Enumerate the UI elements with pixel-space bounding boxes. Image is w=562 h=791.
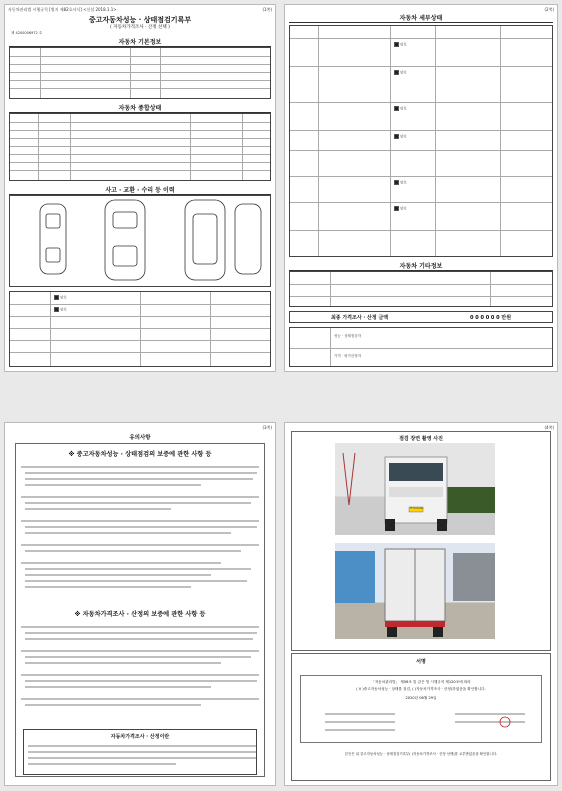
signature-table — [289, 327, 553, 367]
price-row — [289, 311, 553, 323]
notice-text-lines-a — [21, 463, 261, 603]
inspector-label: 성능 · 상태점검자 — [334, 334, 362, 338]
page-number: (3쪽) — [262, 425, 272, 430]
checkbox-icon — [394, 42, 399, 47]
section-basic-info: 자동차 기본정보 — [9, 37, 271, 47]
price-assessor-label: 가격 · 평가산정자 — [334, 354, 362, 358]
law-reference: 「자동차관리법」 제58조 및 같은 법 시행규칙 제120조에 따라 — [371, 680, 471, 684]
confirmation-text: ( V )중고자동차성능 · 상태를 점검, ( )자동차가격조사 · 산정)하였음을 확인합니다. — [356, 687, 486, 691]
status-good: 양호 — [54, 295, 67, 301]
price-warranty-title: ※ 자동차가격조사 · 산정의 보증에 관한 사항 등 — [74, 611, 206, 618]
checkbox-icon — [394, 134, 399, 139]
price-definition-box — [23, 729, 257, 775]
document-number: 제 4200006972 호 — [11, 31, 43, 35]
price-label: 최종 가격조사 · 산정 금액 — [330, 314, 389, 321]
section-detail-state: 자동차 세부상태 — [289, 13, 553, 23]
box-text-lines — [26, 740, 260, 770]
page-title: 중고자동차성능 · 상태점검기록부 — [88, 16, 192, 24]
status-good: 양호 — [394, 42, 407, 48]
signature-frame — [291, 653, 551, 781]
signature-lines — [305, 708, 545, 738]
status-good: 양호 — [394, 134, 407, 140]
status-good: 양호 — [394, 106, 407, 112]
signature-box — [300, 675, 542, 743]
detail-state-table — [289, 25, 553, 257]
page-number: (2쪽) — [544, 7, 554, 12]
plate-text: 경기99자4133 — [410, 508, 424, 510]
section-other-info: 자동차 기타정보 — [289, 261, 553, 271]
page-number: (4쪽) — [544, 425, 554, 430]
checkbox-icon — [394, 206, 399, 211]
truck-front-icon — [335, 443, 495, 535]
notice-text-lines-b — [21, 623, 261, 723]
document-page-3 — [4, 422, 276, 786]
signature-title: 서명 — [416, 659, 426, 665]
form-header: 자동차관리법 시행규칙 [별지 제82호서식] <신설 2018.1.1> — [8, 7, 117, 12]
photo-title: 점검 장면 촬영 사진 — [399, 436, 443, 442]
status-good: 양호 — [394, 70, 407, 76]
repair-history-table — [9, 291, 271, 367]
page-number: (1쪽) — [262, 7, 272, 12]
checkbox-icon — [394, 180, 399, 185]
section-accident-history: 사고 · 교환 · 수리 등 이력 — [9, 185, 271, 195]
document-page-1 — [4, 4, 276, 372]
warranty-title: ※ 중고자동차성능 · 상태점검의 보증에 관한 사항 등 — [68, 451, 212, 458]
other-info-table — [289, 271, 553, 307]
document-page-4 — [284, 422, 558, 786]
box-title: 자동차가격조사 · 산정이란 — [110, 734, 170, 740]
checkbox-icon — [54, 307, 59, 312]
section-general-state: 자동차 종합상태 — [9, 103, 271, 113]
checkbox-icon — [394, 106, 399, 111]
notice-heading: 유의사항 — [129, 435, 151, 441]
basic-info-table — [9, 47, 271, 99]
status-good: 양호 — [54, 307, 67, 313]
document-page-2 — [284, 4, 558, 372]
truck-rear-icon — [335, 543, 495, 639]
general-state-table — [9, 113, 271, 181]
car-diagram — [10, 196, 272, 286]
vehicle-diagram-box — [9, 195, 271, 287]
truck-front-photo — [335, 443, 495, 535]
receipt-confirmation: 본인은 위 중고자동차성능 · 상태점검기록부( )자동차가격조사 · 산정 선택)를 교부받았음을 확인합니다. — [344, 752, 498, 756]
sign-date: 2020년 06월 29일 — [405, 696, 437, 700]
status-good: 양호 — [394, 206, 407, 212]
truck-rear-photo — [335, 543, 495, 639]
status-good: 양호 — [394, 180, 407, 186]
page-subtitle: ( 자동차가격조사 · 산정 선택 ) — [110, 25, 170, 30]
checkbox-icon — [394, 70, 399, 75]
checkbox-icon — [54, 295, 59, 300]
price-value: 0 0 0 0 0 0 만원 — [470, 314, 512, 321]
